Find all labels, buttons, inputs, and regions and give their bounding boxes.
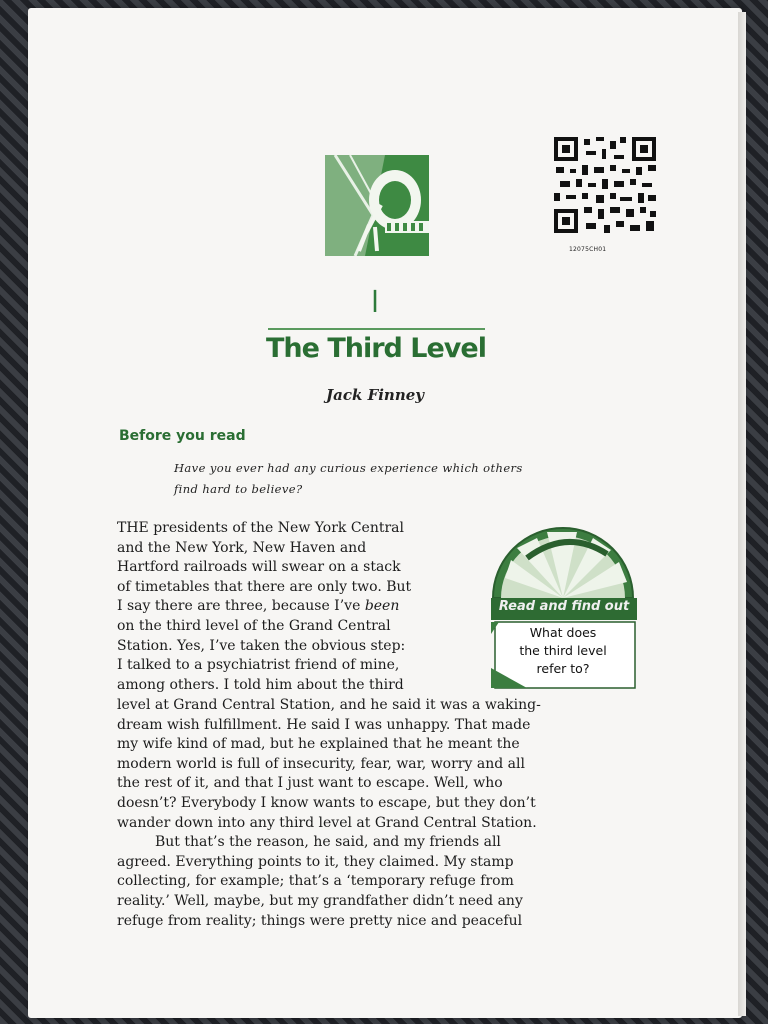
prompt-line: Have you ever had any curious experience which others bbox=[174, 461, 523, 475]
body-line: But that’s the reason, he said, and my friends all bbox=[155, 834, 501, 851]
body-text-wide bbox=[117, 696, 639, 931]
chapter-title: The Third Level bbox=[266, 333, 486, 364]
body-line: refuge from reality; things were pretty nice and peaceful bbox=[117, 912, 523, 929]
body-line-part: I say there are three, because I’ve bbox=[117, 598, 365, 615]
qr-code[interactable] bbox=[552, 135, 658, 235]
body-line: modern world is full of insecurity, fear, war, worry and all bbox=[117, 755, 525, 772]
prompt-line: find hard to believe? bbox=[174, 482, 303, 496]
body-line: Station. Yes, I’ve taken the obvious step: bbox=[117, 637, 406, 654]
body-line: collecting, for example; that’s a ‘temporary refuge from bbox=[117, 873, 514, 890]
page-edge bbox=[738, 12, 746, 1016]
body-line: of timetables that there are only two. But bbox=[117, 578, 412, 595]
body-text-narrow bbox=[117, 519, 639, 695]
body-line: among others. I told him about the third bbox=[117, 676, 404, 693]
before-you-read-prompt bbox=[174, 458, 574, 500]
title-divider bbox=[268, 328, 485, 330]
body-line: I talked to a psychiatrist friend of mine, bbox=[117, 657, 400, 674]
before-you-read-heading: Before you read bbox=[119, 428, 246, 444]
body-line: doesn’t? Everybody I know wants to escape, but they don’t bbox=[117, 794, 536, 811]
body-line: my wife kind of mad, but he explained that he meant the bbox=[117, 736, 520, 753]
body-line bbox=[117, 597, 639, 617]
question-line: refer to? bbox=[536, 661, 590, 676]
body-line: Hartford railroads will swear on a stack bbox=[117, 559, 401, 576]
body-line: wander down into any third level at Grand Central Station. bbox=[117, 814, 537, 831]
body-line: agreed. Everything points to it, they claimed. My stamp bbox=[117, 853, 514, 870]
body-line-emphasis: been bbox=[364, 598, 400, 615]
read-and-find-out-label: Read and find out bbox=[498, 599, 630, 614]
body-line: dream wish fulfillment. He said I was unhappy. That made bbox=[117, 716, 531, 733]
body-line: and the New York, New Haven and bbox=[117, 539, 367, 556]
body-line: level at Grand Central Station, and he said it was a waking- bbox=[117, 697, 541, 713]
chapter-illustration bbox=[325, 155, 429, 256]
body-line: THE presidents of the New York Central bbox=[117, 520, 404, 536]
author-name: Jack Finney bbox=[326, 386, 424, 404]
qr-code-label: 12075CH01 bbox=[569, 246, 607, 253]
body-line: reality.’ Well, maybe, but my grandfather didn’t need any bbox=[117, 892, 523, 909]
body-line: on the third level of the Grand Central bbox=[117, 617, 391, 634]
question-line: the third level bbox=[519, 643, 607, 658]
chapter-number: I bbox=[372, 285, 378, 320]
question-line: What does bbox=[529, 625, 597, 640]
body-line: the rest of it, and that I just want to escape. Well, who bbox=[117, 775, 503, 792]
